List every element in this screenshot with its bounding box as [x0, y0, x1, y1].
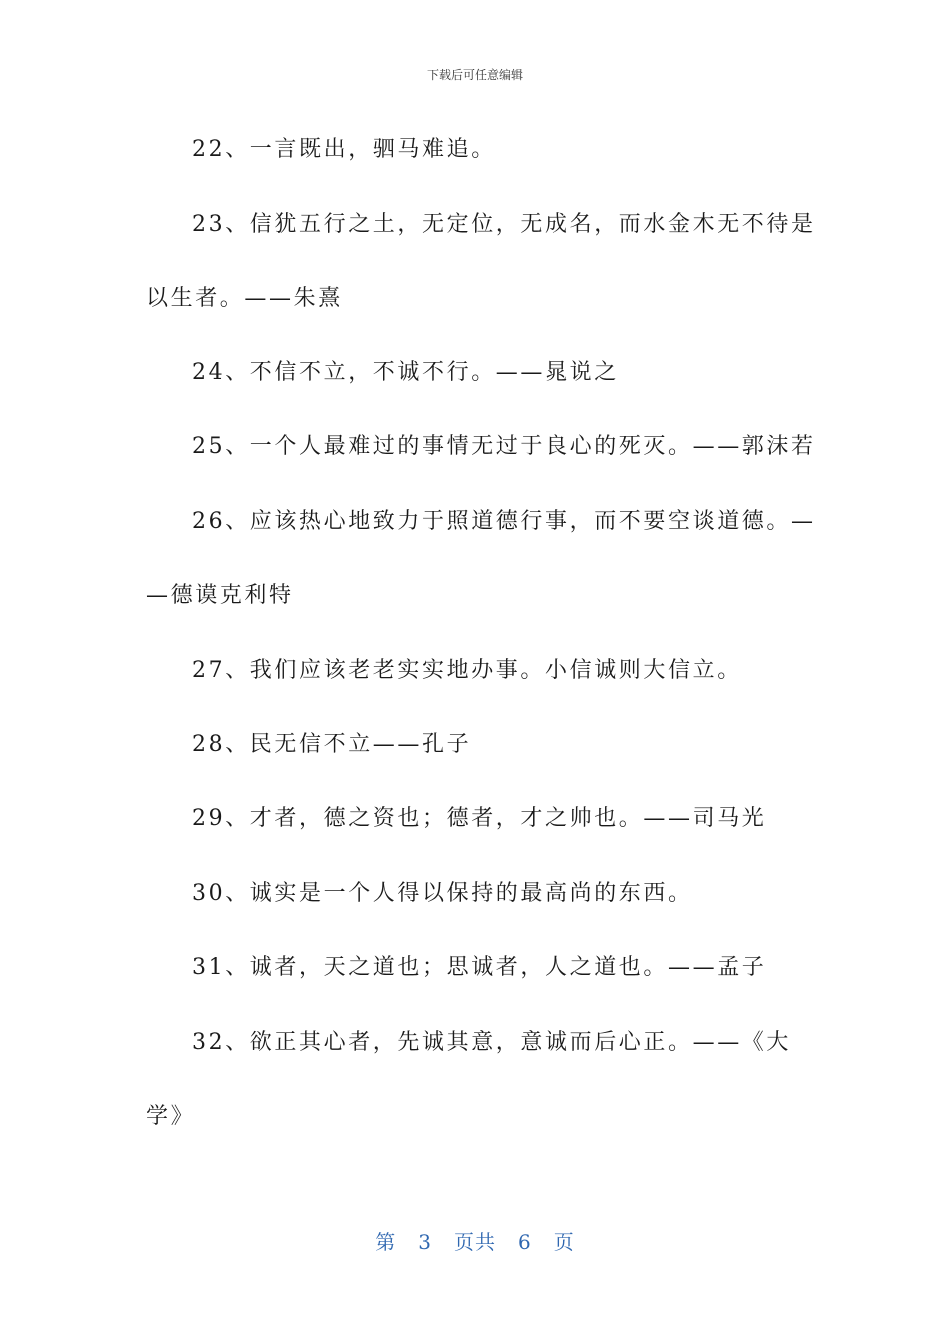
quote-line-23: 23、信犹五行之土，无定位，无成名，而水金木无不待是: [192, 212, 816, 237]
footer-suffix: 页: [553, 1230, 575, 1254]
page-footer: [0, 1226, 950, 1255]
quote-line-27: 27、我们应该老老实实地办事。小信诚则大信立。: [192, 658, 742, 683]
quote-line-32-cont: 学》: [146, 1104, 196, 1129]
quote-line-32: 32、欲正其心者，先诚其意，意诚而后心正。——《大: [192, 1030, 791, 1055]
footer-prefix: 第: [375, 1230, 397, 1254]
quote-line-25: 25、一个人最难过的事情无过于良心的死灭。——郭沫若: [192, 434, 816, 459]
quote-line-30: 30、诚实是一个人得以保持的最高尚的东西。: [192, 881, 693, 906]
footer-middle: 页共: [454, 1230, 496, 1254]
footer-total-pages: 6: [518, 1230, 532, 1254]
quote-line-31: 31、诚者，天之道也；思诚者，人之道也。——孟子: [192, 955, 767, 980]
quote-line-26: 26、应该热心地致力于照道德行事，而不要空谈道德。—: [192, 509, 816, 534]
quote-line-29: 29、才者，德之资也；德者，才之帅也。——司马光: [192, 806, 767, 831]
footer-current-page: 3: [418, 1230, 432, 1254]
quote-line-26-cont: —德谟克利特: [146, 583, 294, 608]
quote-line-24: 24、不信不立，不诚不行。——晁说之: [192, 360, 619, 385]
quote-line-23-cont: 以生者。——朱熹: [146, 286, 343, 311]
page-header: 下载后可任意编辑: [426, 68, 523, 82]
quote-line-28: 28、民无信不立——孔子: [192, 732, 472, 757]
quote-line-22: 22、一言既出，驷马难追。: [192, 137, 496, 162]
